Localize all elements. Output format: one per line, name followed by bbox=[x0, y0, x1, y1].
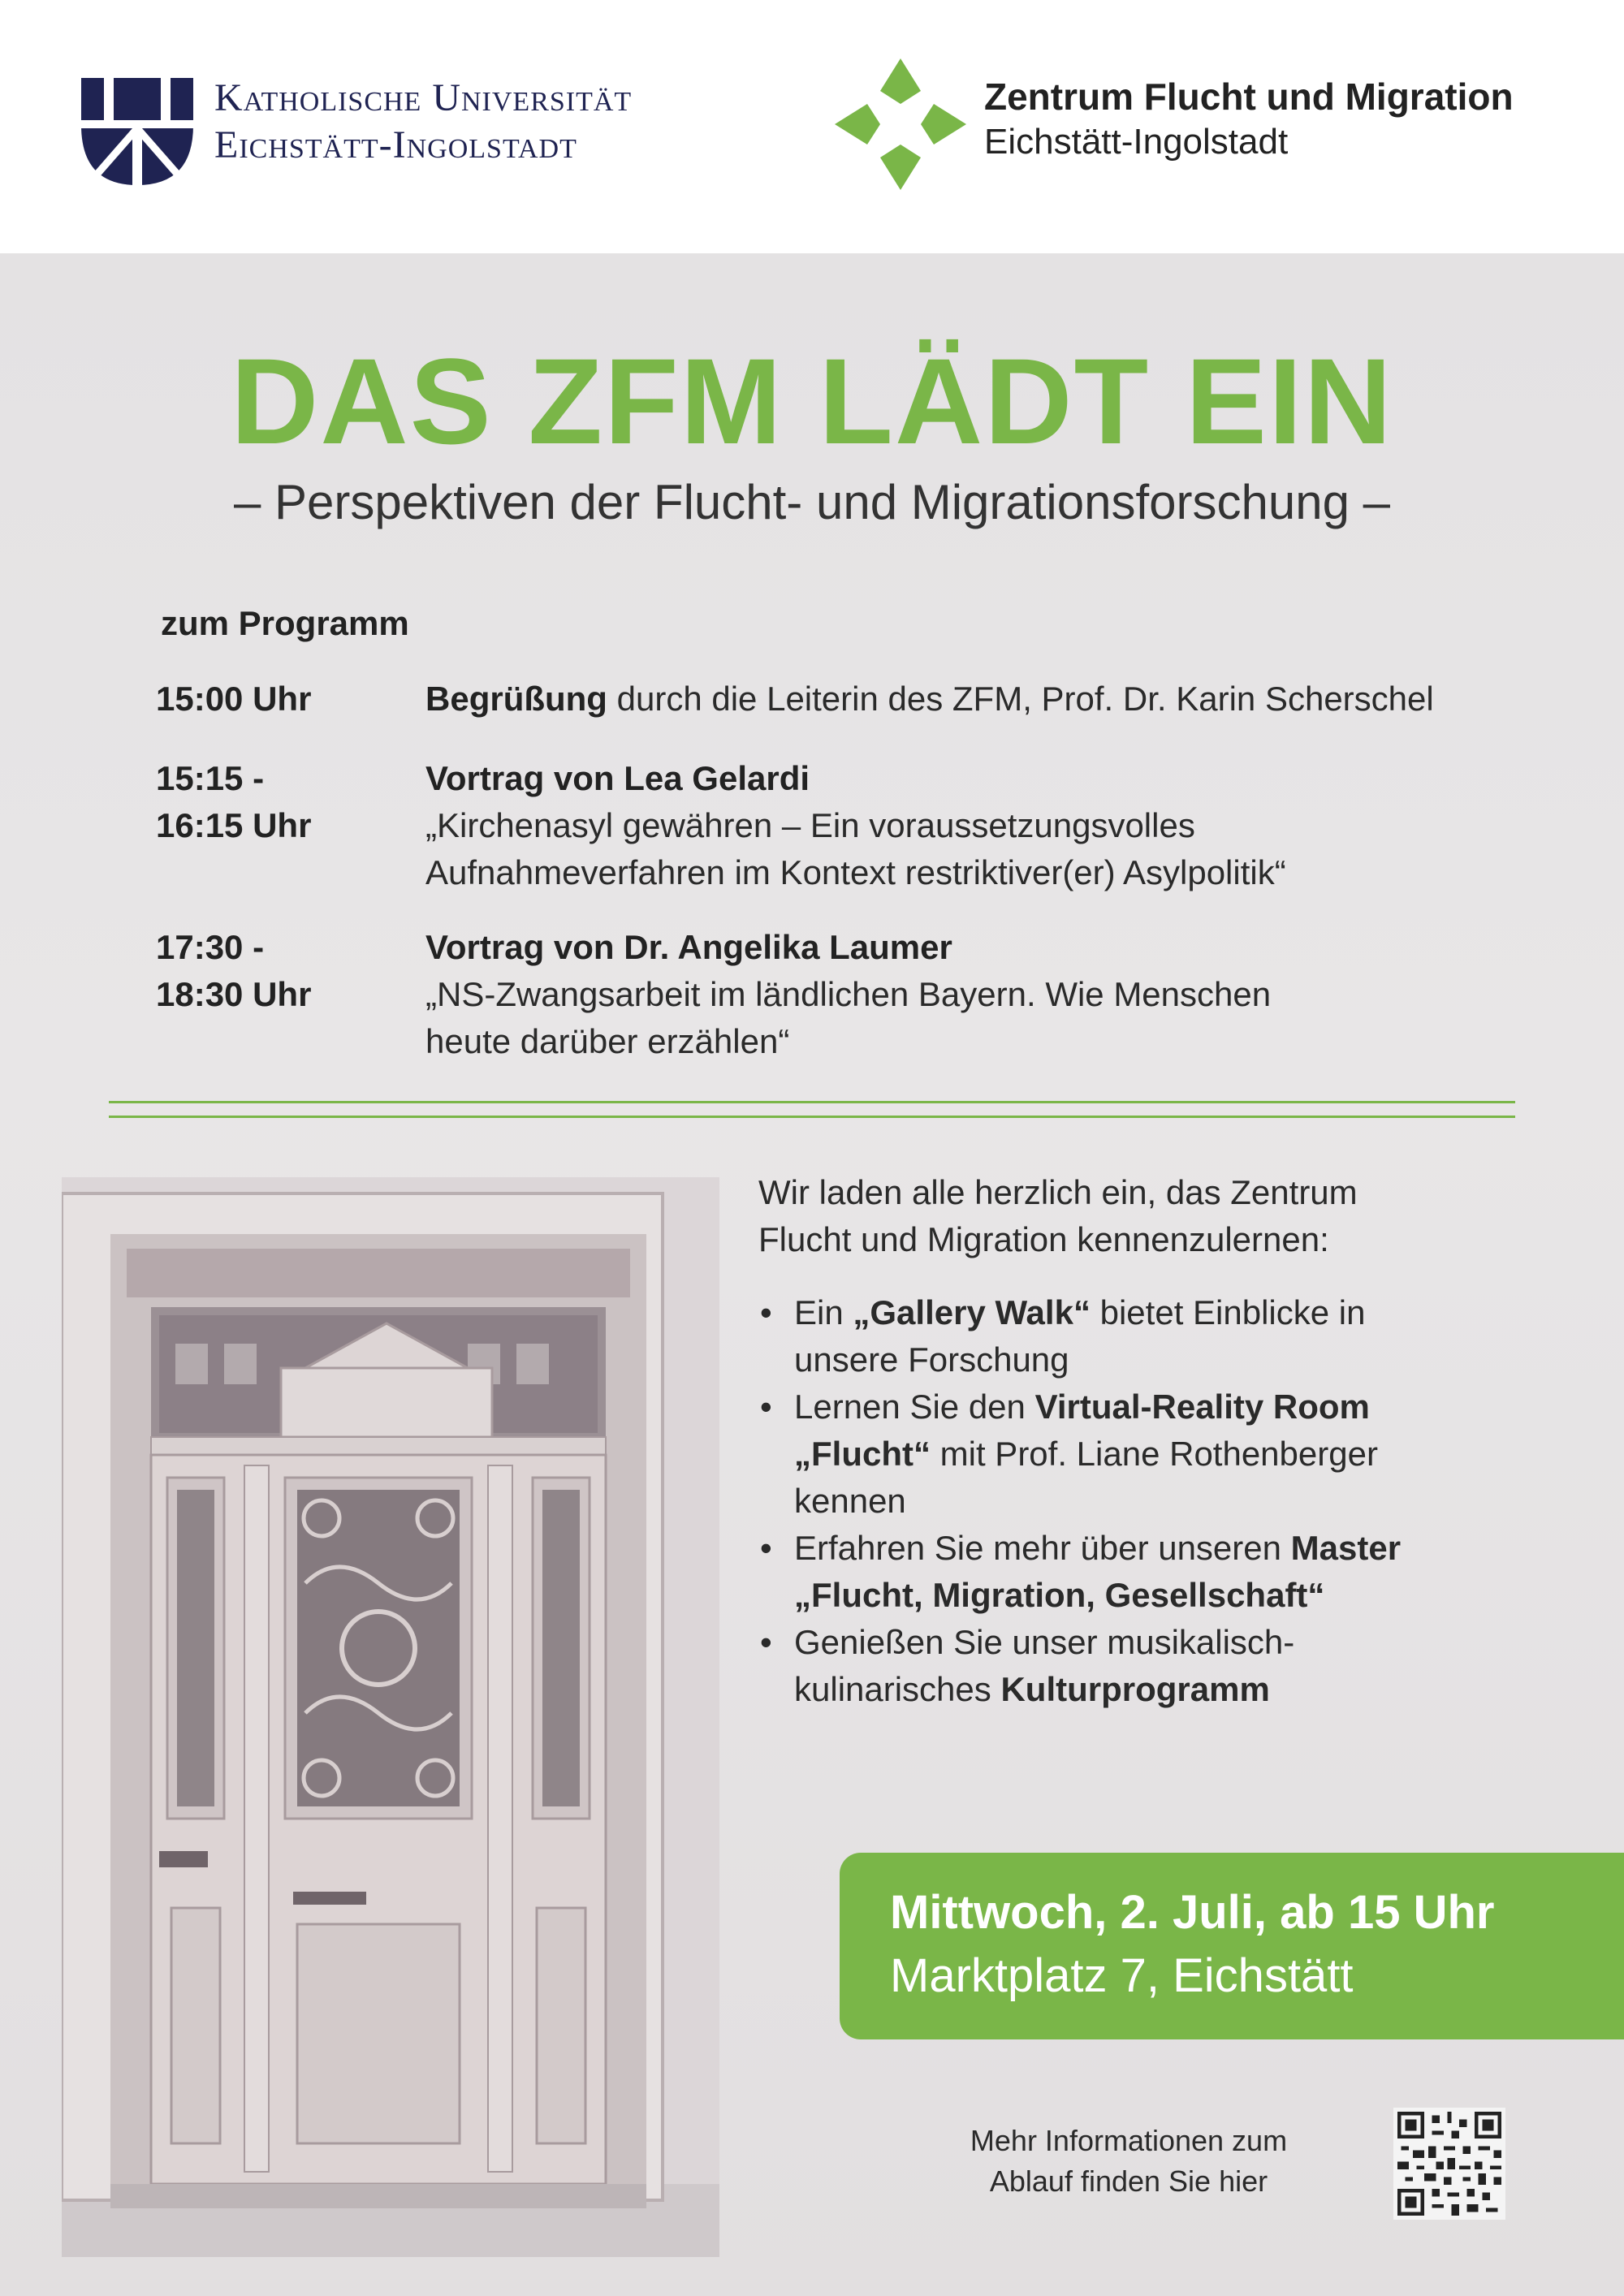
page-subtitle: – Perspektiven der Flucht- und Migrationsforschung – bbox=[233, 475, 1391, 529]
more-info-line: Mehr Informationen zum bbox=[970, 2124, 1288, 2157]
list-item bbox=[758, 1289, 1570, 1383]
bullet-text: kennen bbox=[794, 1482, 906, 1520]
program-title: Vortrag von Lea Gelardi bbox=[425, 759, 810, 797]
bullet-text: Ein bbox=[794, 1293, 853, 1331]
program-description bbox=[425, 924, 1595, 1065]
time-end: 18:30 Uhr bbox=[156, 975, 312, 1013]
university-name-line1: Katholische Universität bbox=[214, 76, 633, 119]
program-text: durch die Leiterin des ZFM, Prof. Dr. Karin Scherschel bbox=[607, 680, 1434, 718]
list-item bbox=[758, 1619, 1570, 1713]
divider-line bbox=[109, 1101, 1515, 1103]
university-name-line2: Eichstätt-Ingolstadt bbox=[214, 123, 577, 166]
university-shield-logo bbox=[81, 78, 193, 185]
bullet-highlight: Virtual-Reality Room bbox=[1034, 1388, 1370, 1426]
time-start: 17:30 - bbox=[156, 928, 265, 966]
center-name: Zentrum Flucht und Migration bbox=[984, 76, 1514, 118]
bullet-text: unsere Forschung bbox=[794, 1340, 1069, 1379]
intro-line: Wir laden alle herzlich ein, das Zentrum bbox=[758, 1173, 1358, 1211]
qr-code-icon[interactable] bbox=[1393, 2108, 1505, 2220]
program-text: Aufnahmeverfahren im Kontext restriktiver(er) Asylpolitik“ bbox=[425, 853, 1286, 891]
intro-line: Flucht und Migration kennenzulernen: bbox=[758, 1220, 1329, 1258]
time-start: 15:00 Uhr bbox=[156, 680, 312, 718]
invitation-intro bbox=[758, 1169, 1570, 1263]
header bbox=[0, 0, 1624, 253]
list-item bbox=[758, 1525, 1570, 1619]
bullet-text: Lernen Sie den bbox=[794, 1388, 1035, 1426]
event-date-box bbox=[840, 1853, 1624, 2039]
program-text: „NS-Zwangsarbeit im ländlichen Bayern. Wie Menschen bbox=[425, 975, 1272, 1013]
page-title: DAS ZFM LÄDT EIN bbox=[231, 333, 1393, 469]
program-title: Vortrag von Dr. Angelika Laumer bbox=[425, 928, 952, 966]
zfm-leaf-logo bbox=[835, 58, 966, 190]
bullet-text: Genießen Sie unser musikalisch- bbox=[794, 1623, 1295, 1661]
invitation-bullets bbox=[758, 1289, 1570, 1713]
bullet-text: Erfahren Sie mehr über unseren bbox=[794, 1529, 1291, 1567]
program-text: heute darüber erzählen“ bbox=[425, 1022, 790, 1060]
bullet-text: bietet Einblicke in bbox=[1090, 1293, 1366, 1331]
bullet-highlight: „Flucht“ bbox=[794, 1435, 931, 1473]
invitation-text bbox=[758, 1169, 1570, 1713]
time-start: 15:15 - bbox=[156, 759, 265, 797]
bullet-highlight: Master bbox=[1290, 1529, 1402, 1567]
program-heading: zum Programm bbox=[161, 604, 409, 642]
bullet-highlight: „Flucht, Migration, Gesellschaft“ bbox=[794, 1576, 1325, 1614]
bullet-text: mit Prof. Liane Rothenberger bbox=[930, 1435, 1378, 1473]
event-date: Mittwoch, 2. Juli, ab 15 Uhr bbox=[890, 1886, 1495, 1939]
list-item bbox=[758, 1383, 1570, 1525]
program-text: „Kirchenasyl gewähren – Ein voraussetzungsvolles bbox=[425, 806, 1195, 844]
bullet-highlight: „Gallery Walk“ bbox=[853, 1293, 1091, 1331]
program-time bbox=[156, 924, 400, 1018]
more-info-line: Ablauf finden Sie hier bbox=[989, 2164, 1268, 2198]
event-location: Marktplatz 7, Eichstätt bbox=[890, 1949, 1354, 2002]
program-description bbox=[425, 755, 1595, 896]
bullet-highlight: Kulturprogramm bbox=[1000, 1670, 1270, 1708]
program-time bbox=[156, 675, 400, 723]
more-info-text bbox=[934, 2121, 1324, 2202]
time-end: 16:15 Uhr bbox=[156, 806, 312, 844]
bullet-text: kulinarisches bbox=[794, 1670, 1001, 1708]
door-illustration bbox=[62, 1177, 719, 2257]
program-title: Begrüßung bbox=[425, 680, 607, 718]
program-description bbox=[425, 675, 1595, 723]
program-time bbox=[156, 755, 400, 849]
university-name bbox=[214, 75, 632, 169]
center-location: Eichstätt-Ingolstadt bbox=[984, 122, 1289, 162]
divider-line bbox=[109, 1116, 1515, 1118]
